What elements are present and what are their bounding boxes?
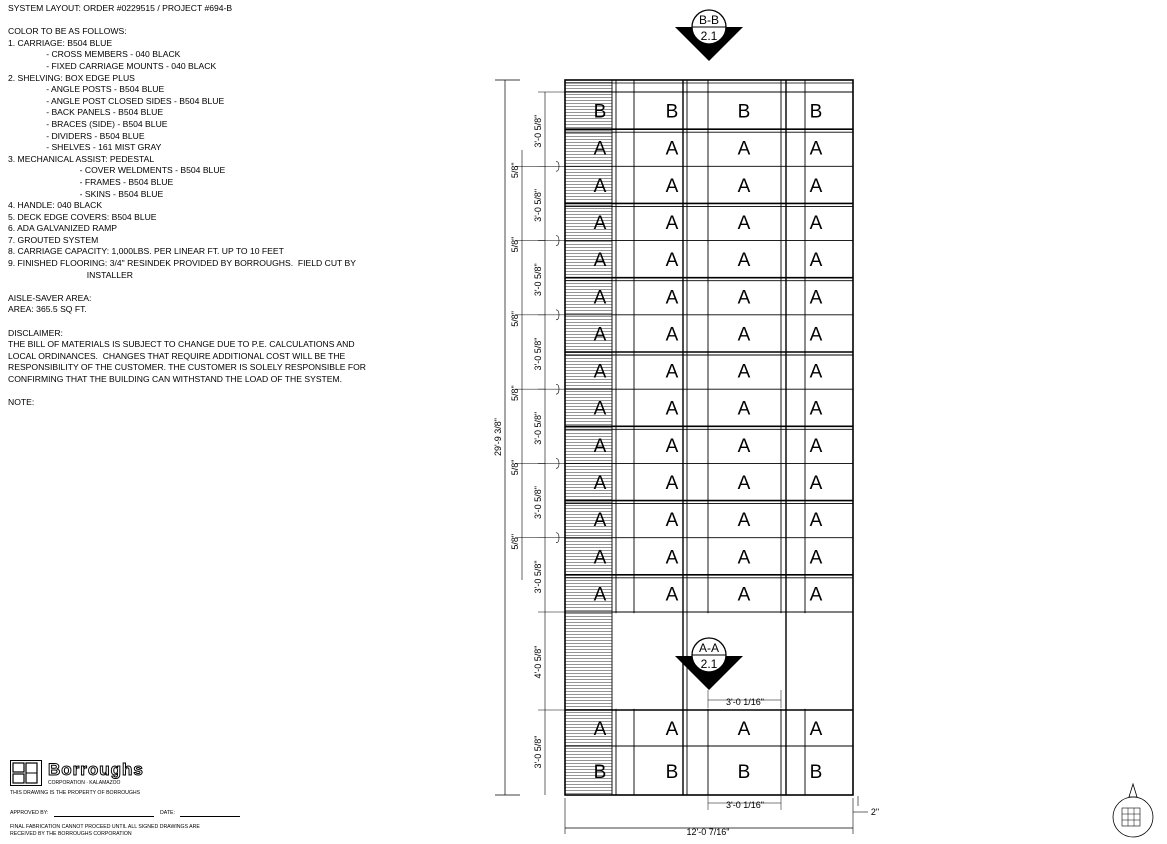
shelf-unit-label: A bbox=[809, 435, 823, 457]
unit-depth-dim: 3'-0 5/8" bbox=[533, 486, 543, 520]
section-b-b-label: B-B bbox=[698, 13, 720, 27]
unit-depth-dim: 3'-0 5/8" bbox=[533, 263, 543, 297]
shelf-unit-label: A bbox=[593, 547, 607, 569]
shelf-unit-label: A bbox=[593, 250, 607, 272]
shelf-unit-label: A bbox=[737, 287, 751, 309]
color-spec-line: - BRACES (SIDE) - B504 BLUE bbox=[8, 118, 168, 129]
color-spec-line: INSTALLER bbox=[8, 269, 133, 280]
shelf-unit-label: A bbox=[737, 361, 751, 383]
overall-width-dim: 12'-0 7/16" bbox=[686, 827, 730, 837]
aisle-space bbox=[613, 613, 682, 709]
shelf-unit-label: A bbox=[665, 324, 679, 346]
color-spec-line: - SHELVES - 161 MIST GRAY bbox=[8, 142, 162, 153]
shelf-unit-label: A bbox=[809, 547, 823, 569]
section-a-a-sheet: 2.1 bbox=[700, 657, 718, 671]
disclaimer-line: CONFIRMING THAT THE BUILDING CAN WITHSTAND THE LOAD OF THE SYSTEM. bbox=[8, 374, 343, 384]
section-b-b-sheet: 2.1 bbox=[700, 29, 718, 43]
logo-text: Borroughs bbox=[48, 760, 144, 779]
unit-depth-dim: 3'-0 5/8" bbox=[533, 188, 543, 222]
unit-depth-dim: 3'-0 5/8" bbox=[533, 337, 543, 371]
shelf-unit-label: A bbox=[593, 287, 607, 309]
shelf-unit-label: A bbox=[737, 435, 751, 457]
shelf-unit-label: B bbox=[737, 762, 751, 783]
color-spec-line: 9. FINISHED FLOORING: 3/4" RESINDEK PROVIDED BY BORROUGHS. FIELD CUT BY bbox=[8, 258, 356, 269]
shelf-unit-label: A bbox=[809, 510, 823, 532]
date-line[interactable] bbox=[180, 816, 240, 817]
color-spec-line: - ANGLE POST CLOSED SIDES - B504 BLUE bbox=[8, 95, 225, 106]
color-spec-line: - SKINS - B504 BLUE bbox=[8, 188, 164, 199]
north-arrow-icon bbox=[1113, 784, 1153, 837]
titleblock-fine-print: THIS DRAWING IS THE PROPERTY OF BORROUGHS bbox=[10, 790, 141, 796]
shelf-unit-label: B bbox=[809, 762, 823, 783]
shelf-unit-label: A bbox=[809, 250, 823, 272]
shelf-unit-label: A bbox=[593, 213, 607, 234]
color-spec-line: 5. DECK EDGE COVERS: B504 BLUE bbox=[8, 211, 157, 222]
color-spec-line: - CROSS MEMBERS - 040 BLACK bbox=[8, 49, 181, 60]
aisle-area: AREA: 365.5 SQ FT. bbox=[8, 304, 87, 315]
shelf-unit-label: B bbox=[593, 762, 607, 783]
shelf-unit-label: A bbox=[593, 398, 607, 420]
disclaimer-line: RESPONSIBILITY OF THE CUSTOMER. THE CUSTOMER IS SOLELY RESPONSIBLE FOR bbox=[8, 362, 366, 373]
shelf-unit-label: B bbox=[665, 762, 679, 783]
shelf-unit-label: B bbox=[809, 101, 823, 123]
date-label: DATE: bbox=[160, 810, 175, 816]
color-spec-line: 8. CARRIAGE CAPACITY: 1,000LBS. PER LINEAR FT. UP TO 10 FEET bbox=[8, 246, 284, 257]
shelf-unit-label: A bbox=[665, 435, 679, 457]
unit-width-dim-upper: 3'-0 1/16" bbox=[726, 697, 764, 707]
shelf-unit-label: A bbox=[593, 719, 607, 740]
shelf-unit-label: A bbox=[593, 584, 607, 606]
shelf-unit-label: A bbox=[665, 138, 679, 160]
shelf-unit-label: A bbox=[809, 213, 823, 234]
shelf-unit-label: A bbox=[665, 547, 679, 569]
shelf-unit-label: B bbox=[593, 101, 607, 123]
aisle-space bbox=[787, 613, 852, 709]
shelf-unit-label: A bbox=[737, 175, 751, 197]
unit-depth-dim: 3'-0 5/8" bbox=[533, 114, 543, 148]
gap-dim: 5/8" bbox=[510, 162, 520, 179]
color-spec-line: 6. ADA GALVANIZED RAMP bbox=[8, 223, 118, 234]
approved-signature-line[interactable] bbox=[54, 816, 154, 817]
color-spec-line: - COVER WELDMENTS - B504 BLUE bbox=[8, 165, 226, 176]
shelf-unit-label: A bbox=[593, 175, 607, 197]
color-spec-line: 3. MECHANICAL ASSIST: PEDESTAL bbox=[8, 153, 155, 164]
gap-dim: 5/8" bbox=[510, 310, 520, 327]
shelf-unit-label: A bbox=[593, 510, 607, 532]
shelf-unit-label: A bbox=[809, 175, 823, 197]
section-marker-b-b bbox=[675, 10, 743, 61]
shelf-unit-label: A bbox=[665, 213, 679, 234]
section-a-a-label: A-A bbox=[698, 641, 720, 655]
shelf-unit-label: A bbox=[593, 473, 607, 494]
aisle-title: AISLE-SAVER AREA: bbox=[8, 292, 92, 303]
shelf-unit-label: A bbox=[809, 138, 823, 160]
footer-line-1: FINAL FABRICATION CANNOT PROCEED UNTIL ALL SIGNED DRAWINGS ARE bbox=[10, 824, 200, 830]
shelf-unit-label: A bbox=[809, 324, 823, 346]
overall-length-dim: 29'-9 3/8" bbox=[493, 418, 503, 456]
color-spec-line: - DIVIDERS - B504 BLUE bbox=[8, 130, 145, 141]
shelf-unit-label: A bbox=[809, 287, 823, 309]
shelf-unit-label: A bbox=[665, 584, 679, 606]
color-spec-line: 1. CARRIAGE: B504 BLUE bbox=[8, 37, 113, 48]
edge-dim: 2" bbox=[870, 807, 880, 817]
footer-line-2: RECEIVED BY THE BORROUGHS CORPORATION bbox=[10, 831, 132, 837]
title-block bbox=[8, 758, 258, 842]
disclaimer-line: LOCAL ORDINANCES. CHANGES THAT REQUIRE ADDITIONAL COST WILL BE THE bbox=[8, 350, 346, 361]
aisle-dim: 4'-0 5/8" bbox=[533, 645, 543, 679]
shelf-unit-label: A bbox=[737, 719, 751, 740]
shelf-unit-label: A bbox=[593, 138, 607, 160]
logo-mark-icon bbox=[10, 760, 42, 786]
shelf-unit-label: A bbox=[737, 547, 751, 569]
shelf-unit-label: A bbox=[665, 510, 679, 532]
shelf-unit-label: B bbox=[665, 101, 679, 123]
approved-label: APPROVED BY: bbox=[10, 810, 49, 816]
gap-dim: 5/8" bbox=[510, 236, 520, 253]
shelf-unit-label: A bbox=[809, 361, 823, 383]
color-spec-line: 4. HANDLE: 040 BLACK bbox=[8, 200, 103, 211]
shelf-unit-label: A bbox=[809, 719, 823, 740]
shelf-unit-label: A bbox=[665, 398, 679, 420]
color-spec-line: - FRAMES - B504 BLUE bbox=[8, 176, 174, 187]
shelf-unit-label: A bbox=[665, 361, 679, 383]
gap-dim: 5/8" bbox=[510, 459, 520, 476]
note-label: NOTE: bbox=[8, 397, 35, 408]
shelf-unit-label: A bbox=[809, 398, 823, 420]
shelf-unit-label: A bbox=[665, 250, 679, 272]
shelf-unit-label: A bbox=[809, 473, 823, 494]
shelf-unit-label: A bbox=[593, 435, 607, 457]
shelf-unit-label: A bbox=[665, 719, 679, 740]
unit-width-dim-lower: 3'-0 1/16" bbox=[726, 800, 764, 810]
color-spec-line: - FIXED CARRIAGE MOUNTS - 040 BLACK bbox=[8, 60, 217, 71]
shelf-unit-label: A bbox=[737, 510, 751, 532]
shelf-unit-label: A bbox=[737, 584, 751, 606]
shelf-unit-label: A bbox=[665, 175, 679, 197]
unit-depth-dim: 3'-0 5/8" bbox=[533, 560, 543, 594]
shelf-unit-label: A bbox=[737, 324, 751, 346]
color-spec-line: 7. GROUTED SYSTEM bbox=[8, 234, 99, 245]
shelf-unit-label: A bbox=[737, 398, 751, 420]
disclaimer-title: DISCLAIMER: bbox=[8, 327, 63, 338]
color-spec-line: - ANGLE POSTS - B504 BLUE bbox=[8, 84, 165, 95]
logo-tagline: CORPORATION · KALAMAZOO bbox=[48, 780, 121, 786]
shelf-unit-label: A bbox=[665, 287, 679, 309]
shelf-unit-label: A bbox=[737, 250, 751, 272]
color-spec-line: - BACK PANELS - B504 BLUE bbox=[8, 107, 164, 118]
shelf-unit-label: A bbox=[737, 138, 751, 160]
lower-unit-depth-dim: 3'-0 5/8" bbox=[533, 735, 543, 769]
notes-header: SYSTEM LAYOUT: ORDER #0229515 / PROJECT #694-B bbox=[8, 3, 233, 13]
shelf-unit-label: A bbox=[737, 473, 751, 494]
shelf-unit-label: A bbox=[737, 213, 751, 234]
gap-dim: 5/8" bbox=[510, 533, 520, 550]
shelf-unit-label: A bbox=[593, 324, 607, 346]
shelf-unit-label: A bbox=[593, 361, 607, 383]
color-spec-line: 2. SHELVING: BOX EDGE PLUS bbox=[8, 72, 135, 83]
shelf-unit-label: B bbox=[737, 101, 751, 123]
color-intro: COLOR TO BE AS FOLLOWS: bbox=[8, 26, 127, 37]
gap-dim: 5/8" bbox=[510, 385, 520, 402]
unit-depth-dim: 3'-0 5/8" bbox=[533, 411, 543, 445]
shelf-unit-label: A bbox=[665, 473, 679, 494]
shelf-unit-label: A bbox=[809, 584, 823, 606]
disclaimer-line: THE BILL OF MATERIALS IS SUBJECT TO CHANGE DUE TO P.E. CALCULATIONS AND bbox=[8, 339, 355, 350]
company-logo bbox=[8, 758, 153, 786]
